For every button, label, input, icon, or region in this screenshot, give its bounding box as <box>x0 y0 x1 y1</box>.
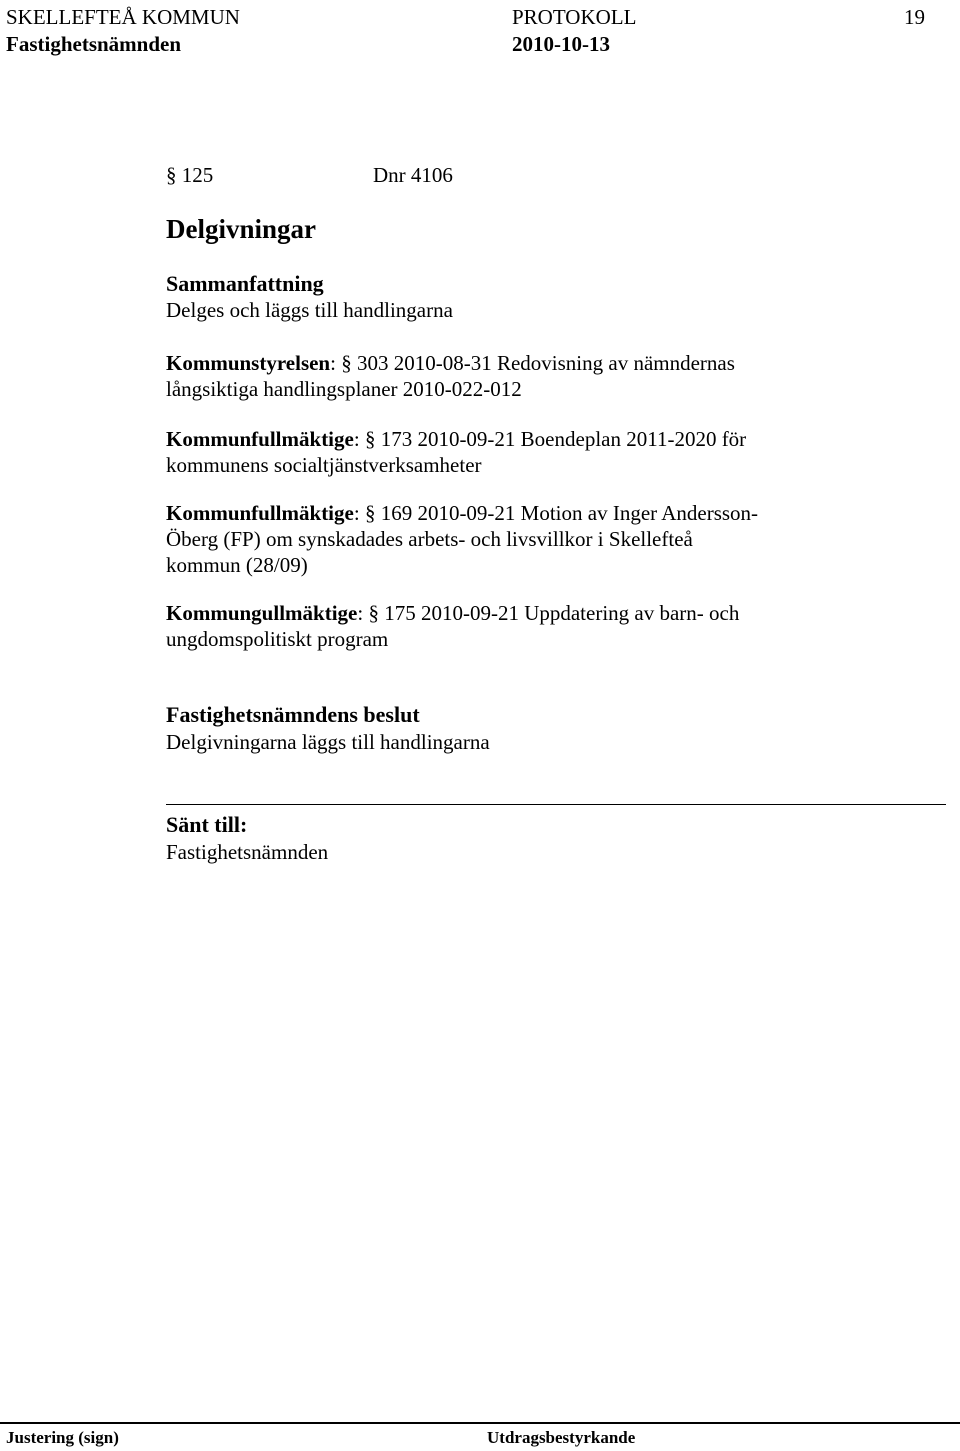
delgivning-item: Kommunfullmäktige: § 173 2010-09-21 Boendeplan 2011-2020 för kommunens socialtjänstverksamheter <box>166 427 747 477</box>
delgivning-item: Kommungullmäktige: § 175 2010-09-21 Uppdatering av barn- och ungdomspolitiskt program <box>166 601 740 651</box>
item-line: kommun (28/09) <box>166 553 308 577</box>
decision-heading: Fastighetsnämndens beslut <box>166 702 420 727</box>
sent-to-heading: Sänt till: <box>166 812 248 837</box>
municipality-name: SKELLEFTEÅ KOMMUN <box>6 5 240 29</box>
item-line: 169 2010-09-21 Motion av Inger Andersson- <box>380 501 759 525</box>
item-line: kommunens socialtjänstverksamheter <box>166 453 482 477</box>
page-number: 19 <box>904 5 925 29</box>
item-body: Kommunstyrelsen <box>166 351 331 375</box>
item-body: Kommungullmäktige <box>166 601 358 625</box>
item-body: Kommunfullmäktige <box>166 501 354 525</box>
paragraph-mark: § <box>364 427 376 451</box>
item-line: 175 2010-09-21 Uppdatering av barn- och <box>384 601 740 625</box>
separator-line <box>166 804 946 805</box>
decision-text: Delgivningarna läggs till handlingarna <box>166 730 490 754</box>
document-header <box>0 0 960 60</box>
footer-rule <box>0 1422 960 1424</box>
footer-justering: Justering (sign) <box>6 1428 119 1447</box>
paragraph-mark: § <box>364 501 376 525</box>
paragraph-mark: § <box>341 351 352 375</box>
sent-to-recipient: Fastighetsnämnden <box>166 840 329 864</box>
page-title: Delgivningar <box>166 214 317 244</box>
dnr-number: Dnr 4106 <box>373 163 453 187</box>
paragraph-mark: § <box>166 163 177 187</box>
delgivning-item: Kommunfullmäktige: § 169 2010-09-21 Motion av Inger Andersson- Öberg (FP) om synskadades arbets- och livsvillkor i Skellefteå kommun (28/09) <box>166 501 759 577</box>
meeting-date: 2010-10-13 <box>512 32 610 56</box>
paragraph-mark: § <box>368 601 379 625</box>
delgivning-item: Kommunstyrelsen: § 303 2010-08-31 Redovisning av nämndernas långsiktiga handlingsplaner 2010-022-012 <box>166 351 735 401</box>
item-line: ungdomspolitiskt program <box>166 627 389 651</box>
item-line: 303 2010-08-31 Redovisning av nämndernas <box>356 351 735 375</box>
item-line: 173 2010-09-21 Boendeplan 2011-2020 för <box>380 427 747 451</box>
document-type: PROTOKOLL <box>512 5 637 29</box>
committee-name: Fastighetsnämnden <box>6 32 182 56</box>
footer-utdragsbestyrkande: Utdragsbestyrkande <box>487 1428 636 1447</box>
paragraph-number <box>166 162 213 188</box>
item-body: Kommunfullmäktige <box>166 427 354 451</box>
item-line: Öberg (FP) om synskadades arbets- och livsvillkor i Skellefteå <box>166 527 693 551</box>
summary-text: Delges och läggs till handlingarna <box>166 298 453 322</box>
summary-heading: Sammanfattning <box>166 271 324 296</box>
paragraph-value: 125 <box>181 163 214 187</box>
item-line: långsiktiga handlingsplaner 2010-022-012 <box>166 377 522 401</box>
